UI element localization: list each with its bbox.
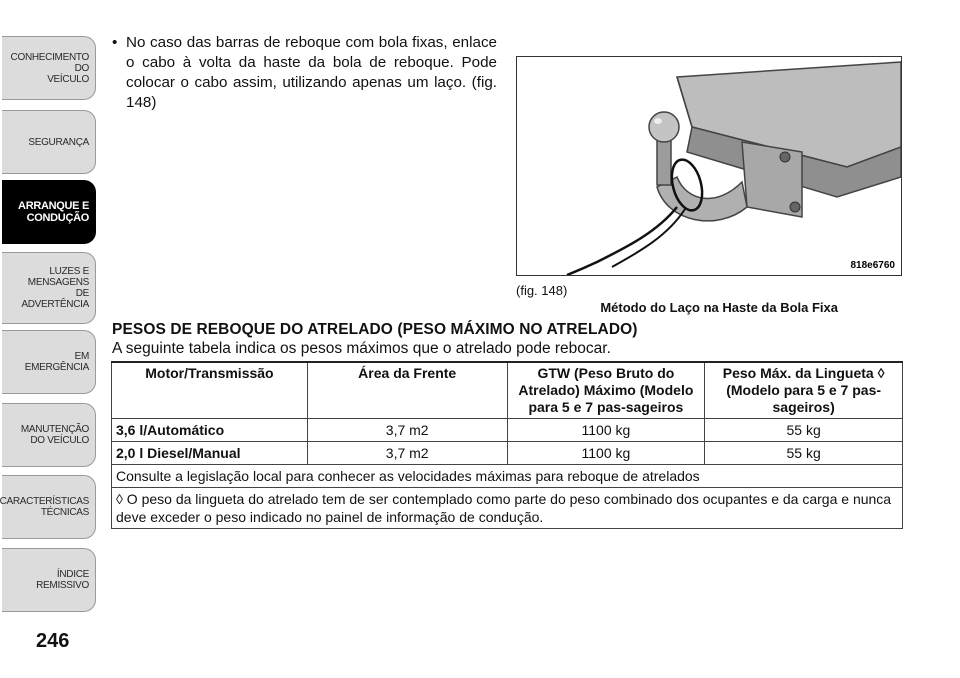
tab-label: SEGURANÇA — [28, 136, 89, 148]
tab-label: CONHECIMENTO DO VEÍCULO — [10, 51, 89, 85]
tab-label: ÍNDICE REMISSIVO — [36, 569, 89, 591]
tab-label: LUZES E MENSAGENS DE ADVERTÊNCIA — [21, 266, 89, 310]
tab-seguranca[interactable] — [2, 110, 96, 174]
tab-caracteristicas-tecnicas[interactable] — [2, 475, 96, 539]
table-note-row — [112, 488, 903, 529]
table-row — [112, 442, 903, 465]
bullet-marker: • — [112, 34, 118, 51]
column-header: GTW (Peso Bruto do Atrelado) Máximo (Modelo para 5 e 7 pas-sageiros — [507, 362, 705, 419]
table-header-row — [112, 362, 903, 419]
table-footnote: ◊ O peso da lingueta do atrelado tem de ser contemplado como parte do peso combinado dos ocupantes e da carga e nunca deve exceder o peso indicado no painel de informação de condução. — [112, 488, 903, 529]
tab-label: CARACTERÍSTICAS TÉCNICAS — [0, 496, 89, 518]
tab-arranque-e-conducao[interactable] — [2, 180, 96, 244]
table-cell: 3,7 m2 — [307, 442, 507, 465]
table-cell: 1100 kg — [507, 419, 705, 442]
figure-label: (fig. 148) — [516, 283, 568, 298]
table-cell: 3,6 l/Automático — [112, 419, 308, 442]
column-header: Motor/Transmissão — [112, 362, 308, 419]
table-cell: 55 kg — [705, 442, 903, 465]
tab-conhecimento-do-veiculo[interactable] — [2, 36, 96, 100]
table-cell: 3,7 m2 — [307, 419, 507, 442]
tab-label: EM EMERGÊNCIA — [24, 351, 89, 373]
tab-manutencao-do-veiculo[interactable] — [2, 403, 96, 467]
figure-code: 818e6760 — [850, 260, 895, 271]
section-intro: A seguinte tabela indica os pesos máximos que o atrelado pode rebocar. — [112, 340, 611, 357]
table-cell: 1100 kg — [507, 442, 705, 465]
column-header: Área da Frente — [307, 362, 507, 419]
tab-luzes-e-mensagens[interactable] — [2, 252, 96, 324]
figure-caption: Método do Laço na Haste da Bola Fixa — [600, 300, 838, 315]
table-row — [112, 419, 903, 442]
tab-label: MANUTENÇÃO DO VEÍCULO — [20, 424, 89, 446]
bullet-paragraph — [112, 33, 497, 113]
tow-hitch-illustration — [517, 57, 901, 275]
bullet-text: No caso das barras de reboque com bola fixas, enlace o cabo à volta da haste da bola de reboque. Pode colocar o cabo assim, utilizando apenas um laço. (fig. 148) — [126, 34, 497, 111]
table-note: Consulte a legislação local para conhecer as velocidades máximas para reboque de atrelados — [112, 465, 903, 488]
towing-weights-table — [111, 361, 903, 529]
tab-em-emergencia[interactable] — [2, 330, 96, 394]
section-title: PESOS DE REBOQUE DO ATRELADO (PESO MÁXIMO NO ATRELADO) — [112, 321, 638, 338]
table-cell: 55 kg — [705, 419, 903, 442]
table-note-row — [112, 465, 903, 488]
tab-indice-remissivo[interactable] — [2, 548, 96, 612]
tow-hitch-figure — [516, 56, 902, 276]
tab-label: ARRANQUE E CONDUÇÃO — [18, 200, 89, 224]
column-header: Peso Máx. da Lingueta ◊ (Modelo para 5 e 7 pas-sageiros) — [705, 362, 903, 419]
page-number: 246 — [36, 630, 70, 652]
table-cell: 2,0 l Diesel/Manual — [112, 442, 308, 465]
